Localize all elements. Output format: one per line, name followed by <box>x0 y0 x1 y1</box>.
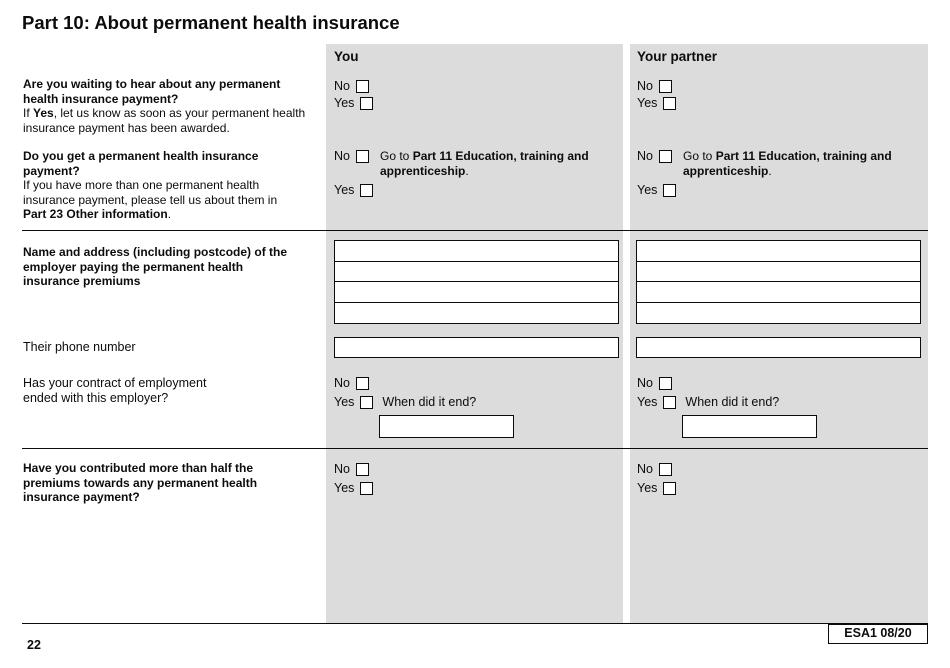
you-q6-no: No <box>334 461 369 477</box>
question-contributed-premiums-text: Have you contributed more than half the premiums towards any permanent health insurance payment? <box>23 461 258 504</box>
question-get-payment-text: Do you get a permanent health insurance payment? <box>23 149 259 178</box>
you-address-line-2[interactable] <box>334 261 619 283</box>
partner-q1-no-checkbox[interactable] <box>659 80 672 93</box>
partner-q2-no: No <box>637 148 672 164</box>
you-q1-yes-checkbox[interactable] <box>360 97 373 110</box>
you-q2-goto-instruction: Go to Part 11 Education, training and apprenticeship. <box>380 149 589 178</box>
partner-q2-yes-checkbox[interactable] <box>663 184 676 197</box>
question-employer-address-text: Name and address (including postcode) of the employer paying the permanent health insurance premiums <box>23 245 288 288</box>
partner-q2-goto-instruction: Go to Part 11 Education, training and apprenticeship. <box>683 149 892 178</box>
you-phone-number-field[interactable] <box>334 337 619 358</box>
partner-when-ended-label: When did it end? <box>685 395 780 409</box>
you-address-line-1[interactable] <box>334 240 619 262</box>
partner-column-header: Your partner <box>637 49 718 64</box>
question-contributed-premiums <box>23 461 283 505</box>
you-q5-no-checkbox[interactable] <box>356 377 369 390</box>
you-q6-yes-checkbox[interactable] <box>360 482 373 495</box>
partner-q5-no-checkbox[interactable] <box>659 377 672 390</box>
partner-q5-yes-checkbox[interactable] <box>663 396 676 409</box>
you-column <box>326 44 623 623</box>
partner-end-date-field[interactable] <box>682 415 817 438</box>
question-waiting-payment-note: If Yes, let us know as soon as your permanent health insurance payment has been awarded. <box>23 106 306 135</box>
partner-q2-yes: Yes <box>637 182 676 198</box>
question-phone-number: Their phone number <box>23 340 136 354</box>
partner-q1-yes: Yes <box>637 95 676 111</box>
you-q6-no-checkbox[interactable] <box>356 463 369 476</box>
you-q5-yes: Yes When did it end? <box>334 395 477 409</box>
you-q2-no: No <box>334 148 369 164</box>
you-q1-no-checkbox[interactable] <box>356 80 369 93</box>
you-address-line-3[interactable] <box>334 281 619 303</box>
you-q1-yes: Yes <box>334 95 373 111</box>
you-employer-address-field <box>334 240 619 323</box>
section-divider <box>22 230 928 231</box>
question-employer-address <box>23 245 293 289</box>
question-get-payment <box>23 149 293 222</box>
question-waiting-payment <box>23 77 308 135</box>
you-q6-yes: Yes <box>334 480 373 496</box>
partner-q2-no-checkbox[interactable] <box>659 150 672 163</box>
you-q5-no: No <box>334 375 369 391</box>
question-waiting-payment-text: Are you waiting to hear about any permanent health insurance payment? <box>23 77 281 106</box>
partner-address-line-3[interactable] <box>636 281 921 303</box>
you-when-ended-label: When did it end? <box>382 395 477 409</box>
partner-q6-yes-checkbox[interactable] <box>663 482 676 495</box>
you-address-line-4[interactable] <box>334 302 619 324</box>
partner-q5-yes: Yes When did it end? <box>637 395 780 409</box>
partner-address-line-4[interactable] <box>636 302 921 324</box>
you-end-date-field[interactable] <box>379 415 514 438</box>
form-code-badge: ESA1 08/20 <box>828 624 928 644</box>
partner-q6-no-checkbox[interactable] <box>659 463 672 476</box>
partner-q1-no: No <box>637 78 672 94</box>
section-divider <box>22 448 928 449</box>
partner-q1-yes-checkbox[interactable] <box>663 97 676 110</box>
partner-column <box>630 44 928 623</box>
you-q5-yes-checkbox[interactable] <box>360 396 373 409</box>
partner-employer-address-field <box>636 240 921 323</box>
question-contract-ended: Has your contract of employment ended with this employer? <box>23 376 207 405</box>
partner-q6-yes: Yes <box>637 480 676 496</box>
partner-address-line-2[interactable] <box>636 261 921 283</box>
you-q2-no-checkbox[interactable] <box>356 150 369 163</box>
page-number: 22 <box>27 638 41 652</box>
you-column-header: You <box>334 49 359 64</box>
page-title: Part 10: About permanent health insurance <box>22 12 400 33</box>
partner-q5-no: No <box>637 375 672 391</box>
you-q1-no: No <box>334 78 369 94</box>
partner-phone-number-field[interactable] <box>636 337 921 358</box>
you-q2-yes-checkbox[interactable] <box>360 184 373 197</box>
question-get-payment-note: If you have more than one permanent health insurance payment, please tell us about them in Part 23 Other information. <box>23 178 278 221</box>
partner-address-line-1[interactable] <box>636 240 921 262</box>
footer-rule <box>22 623 928 624</box>
you-q2-yes: Yes <box>334 182 373 198</box>
partner-q6-no: No <box>637 461 672 477</box>
